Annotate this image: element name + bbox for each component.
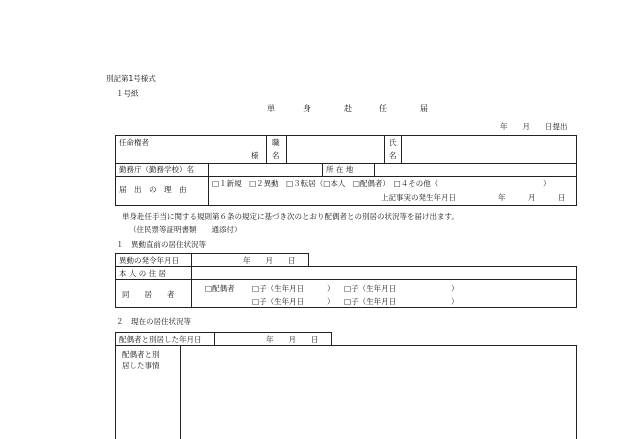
s2-reason-label-2: 居した事情 [122, 361, 160, 370]
s1-child-3: □子（生年月日 [252, 297, 305, 306]
submission-date: 年 月 日提出 [500, 122, 568, 131]
s1-child-1-close: ） [327, 284, 335, 293]
s1-child-2-close: ） [451, 284, 459, 293]
title-char: 届 [420, 104, 428, 113]
reason-label: 届 出 の 理 由 [119, 185, 187, 194]
s2-date-value: 年 月 日 [266, 335, 319, 344]
location-label: 所 在 地 [326, 165, 354, 174]
sheet-label: １号紙 [116, 89, 139, 98]
s1-child-4: □子（生年月日 [344, 297, 397, 306]
s1-date-label: 異動の発令年月日 [119, 256, 179, 265]
intro-text: 単身赴任手当に関する規則第６条の規定に基づき次のとおり配偶者との別居の状況等を届け出ます。 [122, 212, 459, 221]
title-char: 身 [303, 104, 311, 113]
appointer-label: 任命権者 [119, 138, 149, 147]
occurrence-label: 上記事実の発生年月日 [381, 193, 456, 202]
form-number: 別記第1号様式 [106, 74, 156, 83]
s1-cohabitant-label: 同 居 者 [122, 290, 175, 299]
attachment-note: （住民票等証明書類 通添付） [129, 225, 242, 234]
position-label-top: 職 [272, 138, 280, 147]
name-label-bottom: 名 [389, 151, 397, 160]
position-label-bottom: 名 [272, 151, 280, 160]
title-char: 任 [379, 104, 387, 113]
s2-reason-label-1: 配偶者と別 [122, 350, 160, 359]
s1-child-1: □子（生年月日 [252, 284, 305, 293]
section1-heading: １ 異動直前の居住状況等 [116, 240, 206, 249]
reason-options: □１新規 □２異動 □３転居（□本人 □配偶者） □４その他（ [212, 179, 439, 188]
reason-close-paren: ） [543, 179, 551, 188]
section2-heading: ２ 現在の居住状況等 [116, 317, 191, 326]
s2-date-label: 配偶者と別居した年月日 [119, 335, 202, 344]
title-char: 赴 [344, 104, 352, 113]
name-label-top: 氏 [389, 138, 397, 147]
s1-child-4-close: ） [451, 297, 459, 306]
s1-spouse-option: □配偶者 [205, 284, 235, 293]
s1-child-3-close: ） [327, 297, 335, 306]
title-char: 単 [267, 104, 275, 113]
sama-label: 様 [251, 151, 259, 160]
s1-child-2: □子（生年月日 [344, 284, 397, 293]
office-label: 勤務庁（勤務学校）名 [119, 165, 194, 174]
s1-date-value: 年 月 日 [243, 256, 296, 265]
occurrence-date: 年 月 日 [498, 193, 566, 202]
s1-address-label: 本 人 の 住 居 [119, 269, 167, 278]
